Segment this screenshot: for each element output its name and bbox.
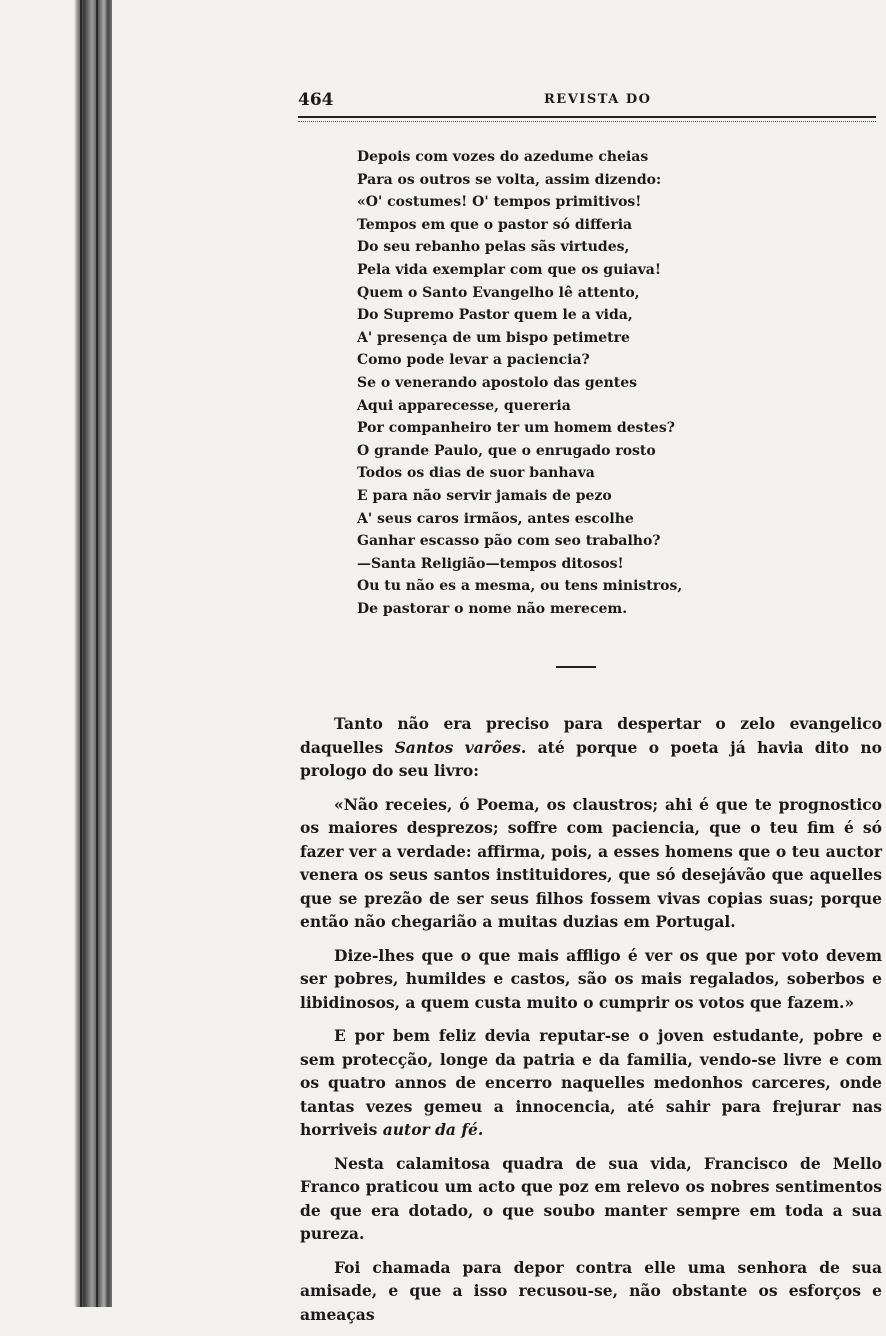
running-head: REVISTA DO (544, 92, 652, 107)
poem-line: Para os outros se volta, assim dizendo: (357, 171, 662, 188)
poem-line: Ganhar escasso pão com seo trabalho? (357, 533, 661, 550)
poem-line: Do seu rebanho pelas sãs virtudes, (357, 239, 630, 256)
paragraph-text: . até porque o poeta já havia dito no prologo do seu livro: (300, 737, 882, 780)
section-divider (556, 666, 596, 668)
page-number: 464 (298, 90, 334, 110)
poem-line: Se o venerando apostolo das gentes (357, 374, 638, 391)
poem-line: «O' costumes! O' tempos primitivos! (357, 194, 642, 211)
page-header (298, 88, 876, 114)
poem-line: Pela vida exemplar com que os guiava! (357, 261, 662, 278)
gutter-edge-line (80, 0, 82, 1307)
poem-line: —Santa Religião—tempos ditosos! (357, 555, 624, 572)
gutter-edge-line (96, 0, 98, 1307)
poem-line: Ou tu não es a mesma, ou tens ministros, (357, 578, 683, 595)
poem-line: Por companheiro ter um homem destes? (357, 420, 675, 437)
paragraph: Foi chamada para depor contra elle uma senhora de sua amisade, e que a isso recusou-se, não obstante os esforços e ameaças (300, 1257, 882, 1324)
paragraph-text: Tanto não era preciso para despertar o zelo evangelico daquelles (300, 714, 882, 757)
poem-line: A' presença de um bispo petimetre (357, 329, 630, 346)
poem-line: Do Supremo Pastor quem le a vida, (357, 307, 633, 324)
prose-body (300, 712, 882, 1336)
paragraph (300, 1024, 882, 1142)
poem-line: Tempos em que o pastor só differia (357, 216, 633, 233)
poem-block (357, 146, 717, 620)
poem-line: Todos os dias de suor banhava (357, 465, 595, 482)
poem-line: Aqui apparecesse, quereria (357, 397, 571, 414)
italic-text: autor da fé. (382, 1120, 484, 1139)
paragraph: Dize-lhes que o que mais affligo é ver os que por voto devem ser pobres, humildes e castos, são os mais regalados, soberbos e libidinosos, a quem custa muito o cumprir os votos que fazem.» (300, 945, 882, 1012)
paragraph-text: E por bem feliz devia reputar-se o joven estudante, pobre e sem protecção, longe da patria e da familia, vendo-se livre e com os quatro annos de encerro naquelles medonhos carceres, onde tantas vezes gemeu a innocencia, até sahir para frejurar nas horriveis (300, 1026, 882, 1139)
poem-line: Quem o Santo Evangelho lê attento, (357, 284, 640, 301)
header-rule-dotted (298, 121, 876, 122)
poem-line: Como pode levar a paciencia? (357, 352, 590, 369)
paragraph: «Não receies, ó Poema, os claustros; ahi é que te prognostico os maiores desprezos; soffre com paciencia, que o teu fim é só fazer ver a verdade: affirma, pois, a esses homens que o teu auctor venera os seus santos instituidores, que só desejávão que aquelles que se prezão de ser seus filhos fossem vivas copias suas; porque então não chegarião a muitas duzias em Portugal. (300, 794, 882, 931)
paragraph (300, 712, 882, 783)
italic-text: Santos varões (394, 737, 521, 757)
poem-line: Depois com vozes do azedume cheias (357, 149, 649, 165)
paragraph: Nesta calamitosa quadra de sua vida, Francisco de Mello Franco praticou um acto que poz em relevo os nobres sentimentos de que era dotado, o que soubo manter sempre em toda a sua pureza. (300, 1153, 882, 1243)
header-rule (298, 116, 876, 118)
poem-line: De pastorar o nome não merecem. (357, 600, 628, 617)
poem-line: O grande Paulo, que o enrugado rosto (357, 442, 656, 459)
poem-line: A' seus caros irmãos, antes escolhe (357, 510, 634, 527)
poem-line: E para não servir jamais de pezo (357, 487, 612, 504)
